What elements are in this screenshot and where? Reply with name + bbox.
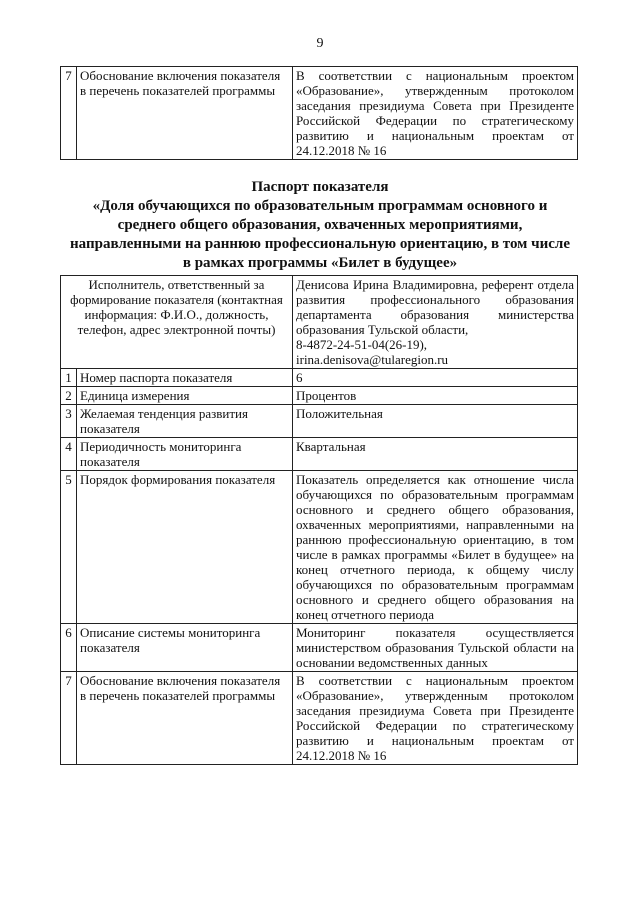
row-label: Описание системы мониторинга показателя xyxy=(77,624,293,672)
row-value: 6 xyxy=(293,369,578,387)
row-label: Обоснование включения показателя в перечень показателей программы xyxy=(77,67,293,160)
table-row xyxy=(61,624,578,672)
row-label: Периодичность мониторинга показателя xyxy=(77,438,293,471)
executor-email: irina.denisova@tularegion.ru xyxy=(296,352,449,367)
executor-value xyxy=(293,276,578,369)
row-value: Процентов xyxy=(293,387,578,405)
executor-name: Денисова Ирина Владимировна, референт отдела развития профессионального образования департамента образования министерства образования Тульской области, xyxy=(296,277,574,337)
row-number: 3 xyxy=(61,405,77,438)
table-row xyxy=(61,471,578,624)
row-label: Номер паспорта показателя xyxy=(77,369,293,387)
row-number: 4 xyxy=(61,438,77,471)
row-value: Показатель определяется как отношение числа обучающихся по образовательным программам основного и среднего общего образования, охваченных мероприятиями, направленными на раннюю профессиональную ориентацию, в том числе в рамках программы «Билет в будущее» на конец отчетного периода, к общему числу обучающихся по образовательным программам основного и среднего общего образования на конец отчетного периода xyxy=(293,471,578,624)
title-line: среднего общего образования, охваченных мероприятиями, xyxy=(117,217,523,233)
passport-title xyxy=(55,178,585,273)
row-number: 1 xyxy=(61,369,77,387)
table-row xyxy=(61,438,578,471)
row-value: В соответствии с национальным проектом «Образование», утвержденным протоколом заседания президиума Совета при Президенте Российской Федерации по стратегическому развитию и национальным проектам от 24.12.2018 № 16 xyxy=(293,672,578,765)
title-line: в рамках программы «Билет в будущее» xyxy=(182,255,458,271)
table-row xyxy=(61,67,578,160)
row-value: В соответствии с национальным проектом «Образование», утвержденным протоколом заседания президиума Совета при Президенте Российской Федерации по стратегическому развитию и национальным проектам от 24.12.2018 № 16 xyxy=(293,67,578,160)
row-number: 6 xyxy=(61,624,77,672)
row-number: 5 xyxy=(61,471,77,624)
row-value: Положительная xyxy=(293,405,578,438)
row-value: Квартальная xyxy=(293,438,578,471)
passport-table xyxy=(60,275,578,765)
executor-phone: 8-4872-24-51-04(26-19), xyxy=(296,337,428,352)
table-row xyxy=(61,387,578,405)
executor-row xyxy=(61,276,578,369)
table-row xyxy=(61,369,578,387)
table-row xyxy=(61,405,578,438)
title-line: Паспорт показателя xyxy=(251,179,389,195)
title-line: направленными на раннюю профессиональную ориентацию, в том числе xyxy=(70,236,570,252)
row-value: Мониторинг показателя осуществляется министерством образования Тульской области на основании ведомственных данных xyxy=(293,624,578,672)
row-number: 7 xyxy=(61,67,77,160)
title-line: «Доля обучающихся по образовательным программам основного и xyxy=(92,198,548,214)
row-label: Обоснование включения показателя в перечень показателей программы xyxy=(77,672,293,765)
page-number: 9 xyxy=(316,36,324,51)
row-number: 2 xyxy=(61,387,77,405)
row-label: Единица измерения xyxy=(77,387,293,405)
row-label: Порядок формирования показателя xyxy=(77,471,293,624)
row-number: 7 xyxy=(61,672,77,765)
previous-passport-table-tail xyxy=(60,66,578,160)
table-row xyxy=(61,672,578,765)
row-label: Желаемая тенденция развития показателя xyxy=(77,405,293,438)
executor-label: Исполнитель, ответственный за формирование показателя (контактная информация: Ф.И.О., должность, телефон, адрес электронной почты) xyxy=(61,276,293,369)
